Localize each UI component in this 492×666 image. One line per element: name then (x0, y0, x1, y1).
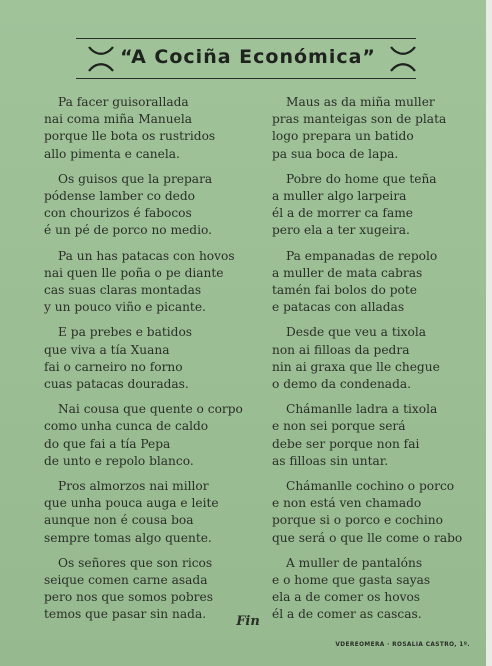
verse-line: Pa facer guisorallada (58, 95, 189, 109)
verse-line: allo pimenta e canela. (44, 146, 180, 161)
verse-line: pódense lamber co dedo (44, 189, 195, 204)
verse-line: sempre tomas algo quente. (44, 530, 212, 545)
header-rule-top (76, 38, 416, 39)
stanza (272, 401, 482, 470)
verse-line: nai coma miña Manuela (44, 112, 193, 127)
verse-line: Pobre do home que teña (286, 171, 437, 186)
verse-line: non ai filloas da pedra (272, 342, 410, 357)
ornament-right-icon (388, 44, 418, 74)
verse-line: o demo da condenada. (272, 377, 412, 392)
header-rule-bottom (76, 78, 416, 79)
verse-line: tamén fai bolos do pote (272, 283, 417, 298)
verse-line: e o home que gasta sayas (272, 573, 431, 588)
verse-line: pras manteigas son de plata (272, 112, 447, 127)
verse-line: fai o carneiro no forno (44, 359, 183, 374)
paper-edge (486, 0, 492, 666)
verse-line: y un pouco viño e picante. (44, 300, 206, 315)
verse-line: cuas patacas douradas. (44, 377, 189, 392)
verse-line: é un pé de porco no medio. (44, 223, 212, 238)
stanza (272, 324, 482, 393)
right-column (272, 94, 482, 632)
stanza (44, 401, 254, 470)
verse-line: pa sua boca de lapa. (272, 146, 399, 161)
verse-line: e non sei porque será (272, 419, 406, 434)
verse-line: Os señores que son ricos (58, 555, 213, 570)
verse-line: Pa empanadas de repolo (286, 248, 438, 263)
verse-line: porque lle bota os rustridos (44, 129, 216, 144)
verse-line: aunque non é cousa boa (44, 513, 194, 528)
verse-line: Os guisos que la prepara (58, 171, 213, 186)
page-title: “A Cociña Económica” (120, 46, 376, 68)
verse-line: él a de morrer ca fame (272, 206, 413, 221)
verse-line: debe ser porque non fai (272, 436, 420, 451)
verse-line: Maus as da miña muller (286, 95, 435, 109)
verse-line: a muller de mata cabras (272, 265, 423, 280)
verse-line: logo prepara un batido (272, 129, 414, 144)
verse-line: e patacas con alladas (272, 300, 405, 315)
verse-line: él a de comer as cascas. (272, 607, 422, 622)
stanza (44, 324, 254, 393)
stanza (272, 478, 482, 547)
left-column (44, 94, 254, 632)
verse-line: que unha pouca auga e leite (44, 496, 219, 511)
stanza (44, 171, 254, 240)
verse-line: e non está ven chamado (272, 496, 422, 511)
verse-line: Pa un has patacas con hovos (58, 248, 235, 263)
printer-imprint: VDEREOMERA · ROSALIA CASTRO, 1º. (335, 642, 470, 648)
stanza (272, 171, 482, 240)
verse-line: do que fai a tía Pepa (44, 436, 171, 451)
stanza (44, 248, 254, 317)
verse-line: ela a de comer os hovos (272, 590, 421, 605)
verse-line: as filloas sin untar. (272, 453, 389, 468)
stanza (44, 555, 254, 624)
verse-line: a muller algo larpeira (272, 189, 407, 204)
verse-line: que viva a tía Xuana (44, 342, 170, 357)
stanza (272, 248, 482, 317)
verse-line: cas suas claras montadas (44, 283, 202, 298)
verse-line: con chourizos é fabocos (44, 206, 192, 221)
ornament-left-icon (86, 44, 116, 74)
verse-line: nai quen lle poña o pe diante (44, 265, 224, 280)
verse-line: Pros almorzos nai millor (58, 479, 209, 494)
verse-line: Desde que veu a tixola (286, 325, 426, 340)
verse-line: pero nos que somos pobres (44, 590, 213, 605)
fin-mark: Fin (236, 614, 260, 629)
verse-line: Chámanlle cochino o porco (286, 479, 455, 494)
verse-line: seique comen carne asada (44, 573, 208, 588)
verse-line: pero ela a ter xugeira. (272, 223, 410, 238)
verse-line: E pa prebes e batidos (58, 325, 193, 340)
stanza (272, 94, 482, 163)
stanza (272, 555, 482, 624)
verse-line: nin ai graxa que lle chegue (272, 359, 440, 374)
stanza (44, 94, 254, 163)
verse-line: Nai cousa que quente o corpo (58, 402, 243, 417)
verse-line: que será o que lle come o rabo (272, 530, 463, 545)
verse-line: de unto e repolo blanco. (44, 453, 194, 468)
verse-line: temos que pasar sin nada. (44, 607, 207, 622)
verse-line: Chámanlle ladra a tixola (286, 402, 438, 417)
stanza (44, 478, 254, 547)
verse-line: como unha cunca de caldo (44, 419, 209, 434)
verse-line: A muller de pantalóns (286, 555, 423, 570)
verse-line: porque si o porco e cochino (272, 513, 443, 528)
